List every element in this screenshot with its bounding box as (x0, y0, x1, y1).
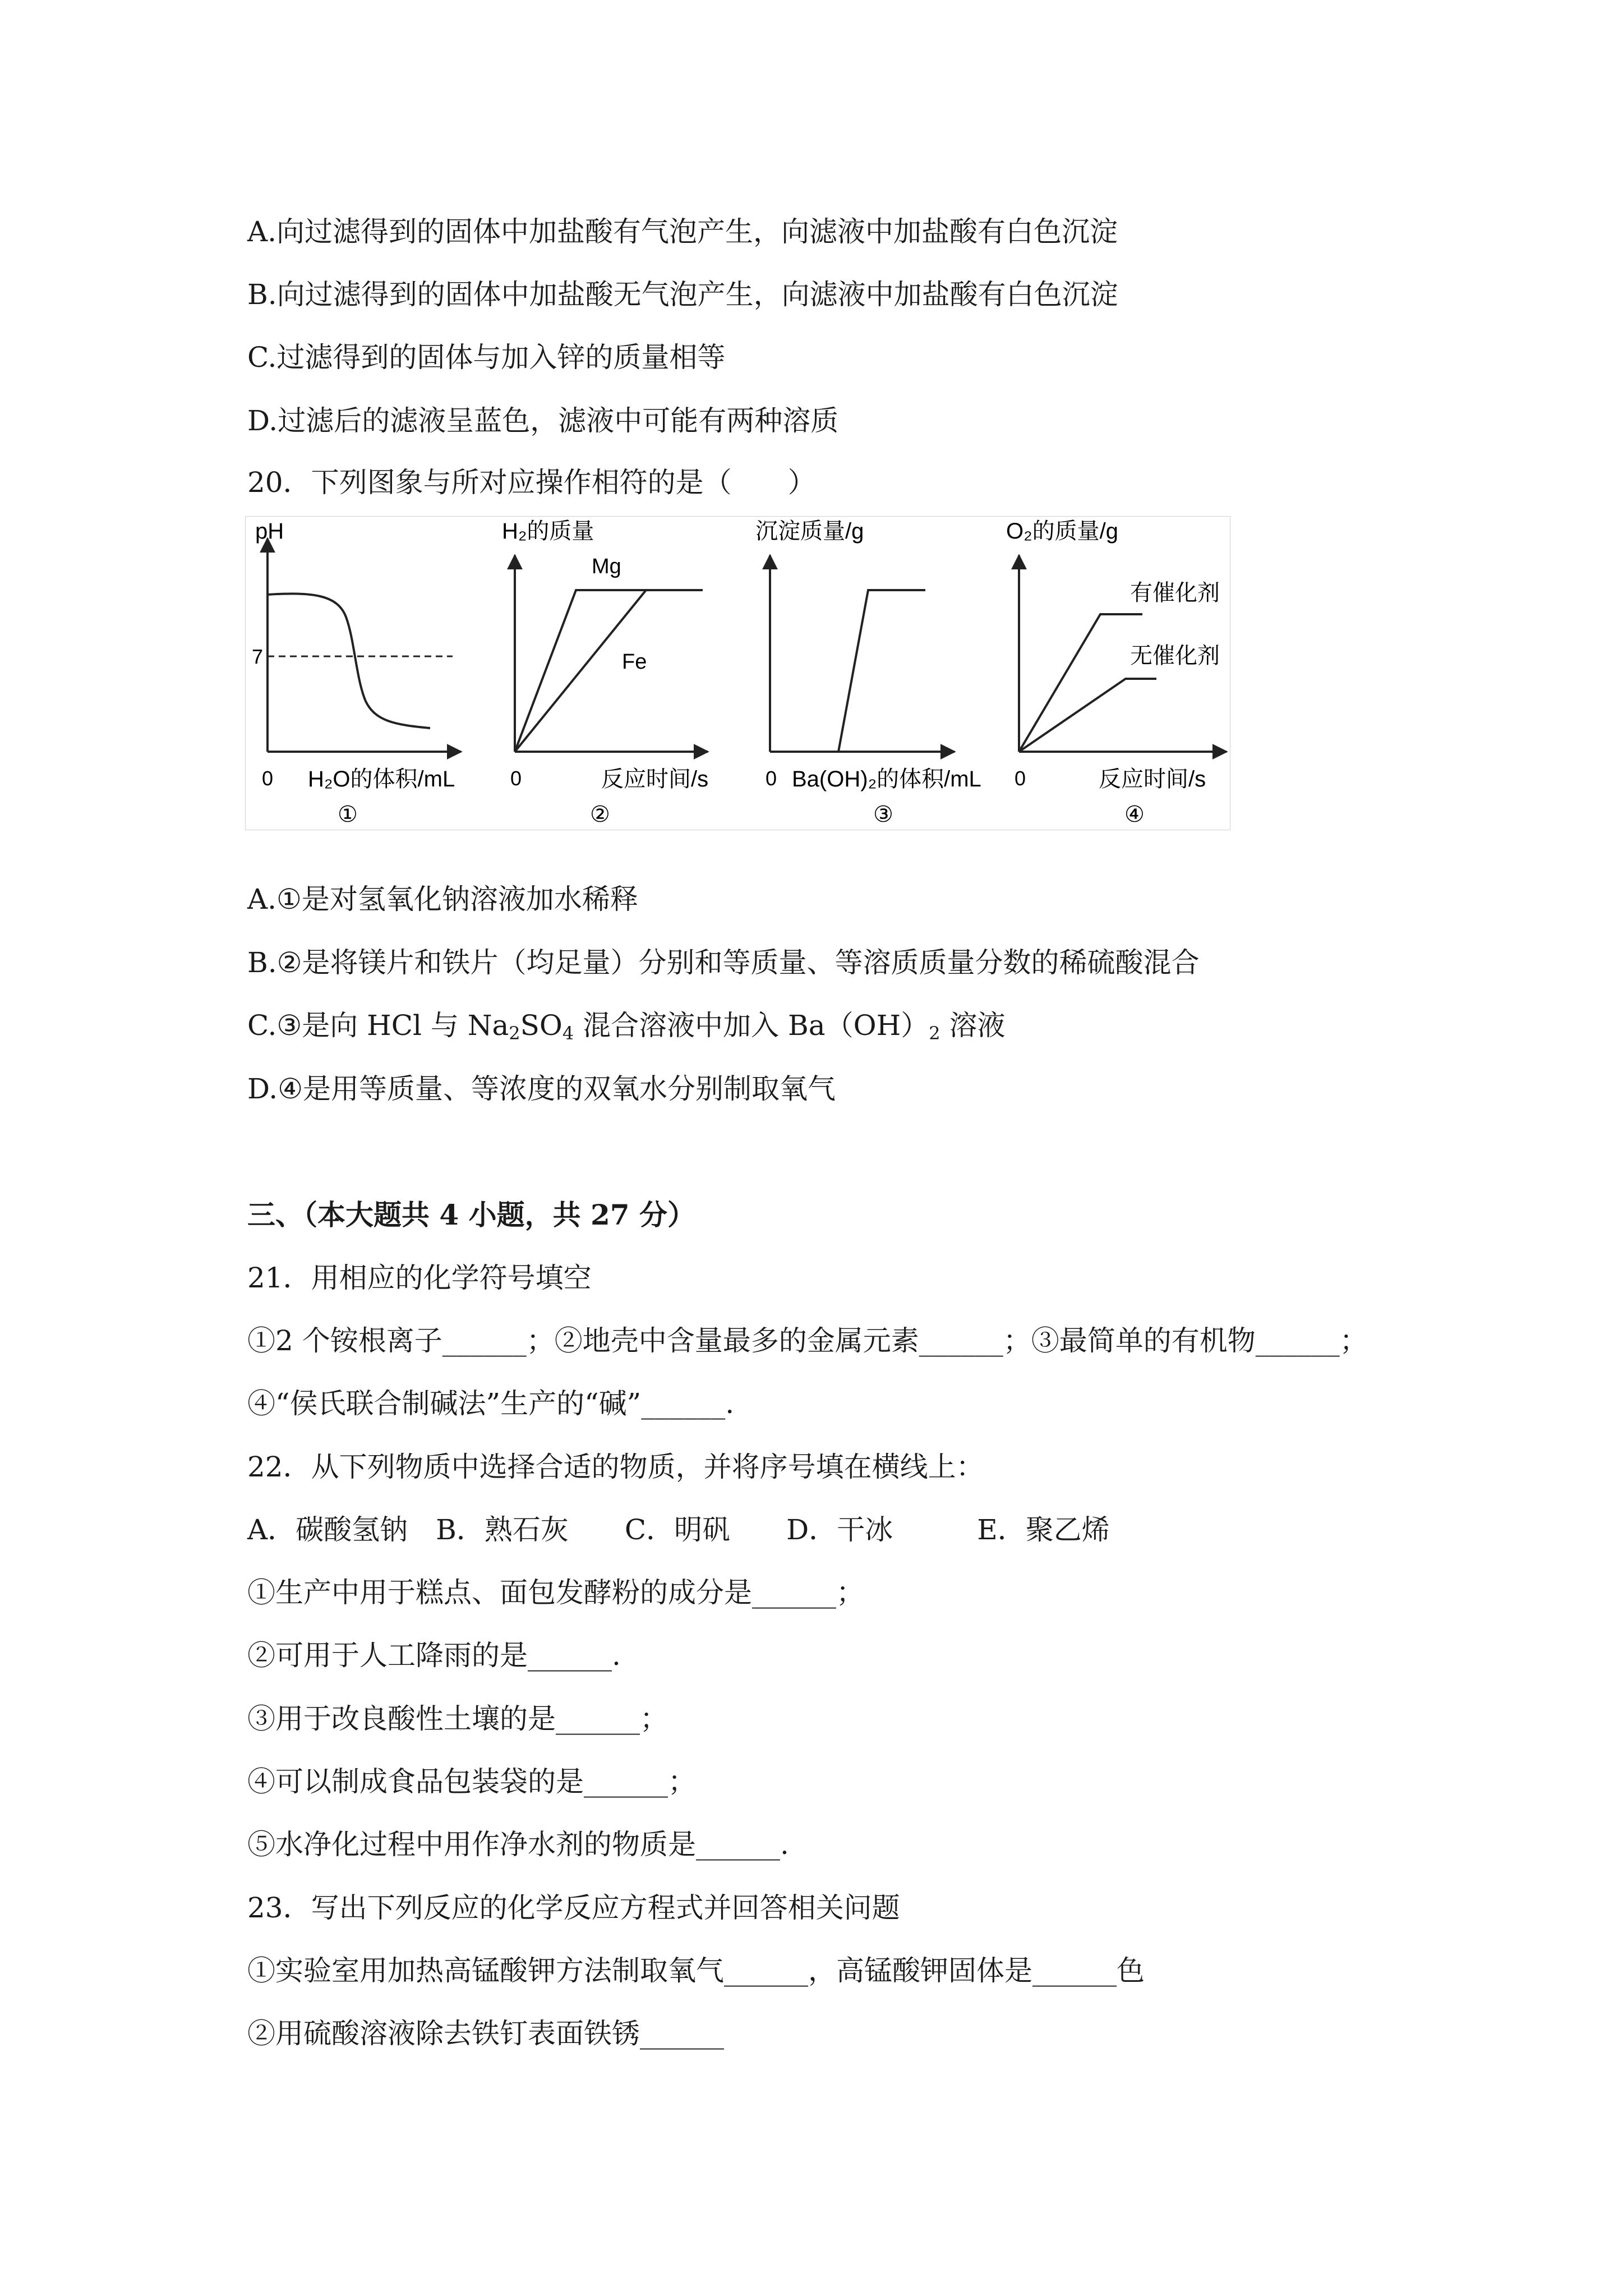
graph-4-catalyst-label: 有催化剂 (1130, 581, 1220, 605)
q20-figure (245, 516, 1230, 830)
option-text: 向过滤得到的固体中加盐酸有气泡产生，向滤液中加盐酸有白色沉淀 (276, 215, 1118, 248)
q20-option-b (247, 946, 1199, 979)
q21-line-1: ①2 个铵根离子______；②地壳中含量最多的金属元素______；③最简单的有机物______； (247, 1324, 1368, 1357)
graph-3-origin: 0 (766, 767, 777, 790)
graph-4-origin: 0 (1015, 767, 1026, 790)
q22-item-4: ④可以制成食品包装袋的是______； (247, 1765, 696, 1798)
graph-4-y-label: O₂的质量/g (1006, 519, 1118, 544)
graph-3-x-label: Ba(OH)₂的体积/mL (792, 767, 981, 792)
q23-stem: 23．写出下列反应的化学反应方程式并回答相关问题 (247, 1892, 900, 1924)
option-label: D. (247, 1073, 278, 1105)
q20-option-d (247, 1072, 836, 1106)
graph-3-y-label: 沉淀质量/g (755, 519, 864, 544)
graph-4-no-catalyst-label: 无催化剂 (1130, 643, 1220, 668)
option-text: ①是对氢氧化钠溶液加水稀释 (276, 883, 638, 915)
section-3-heading: 三、（本大题共 4 小题，共 27 分） (247, 1198, 695, 1231)
option-label: C. (247, 1009, 277, 1042)
option-label: A. (247, 883, 277, 915)
graph-1-ref-value: 7 (252, 645, 264, 668)
q22-item-5: ⑤水净化过程中用作净水剂的物质是______. (247, 1828, 789, 1861)
graph-2-x-label: 反应时间/s (601, 767, 709, 792)
q23-item-2: ②用硫酸溶液除去铁钉表面铁锈______ (247, 2017, 724, 2050)
q19-option-d (247, 404, 838, 438)
option-text: 过滤后的滤液呈蓝色，滤液中可能有两种溶质 (278, 404, 839, 437)
option-text: 溶液 (940, 1009, 1006, 1042)
graph-2-mg-label: Mg (592, 555, 621, 578)
option-text: ④是用等质量、等浓度的双氧水分别制取氧气 (278, 1073, 836, 1105)
q22-item-1: ①生产中用于糕点、面包发酵粉的成分是______； (247, 1576, 864, 1609)
q23-item-1: ①实验室用加热高锰酸钾方法制取氧气______，高锰酸钾固体是______色 (247, 1954, 1145, 1987)
q21-stem: 21．用相应的化学符号填空 (247, 1262, 592, 1294)
q19-option-b (247, 278, 1118, 311)
option-label: B. (247, 278, 277, 311)
q22-stem: 22．从下列物质中选择合适的物质，并将序号填在横线上： (247, 1451, 984, 1483)
option-text: 混合溶液中加入 Ba（OH） (574, 1009, 929, 1042)
graph-2-y-label: H₂的质量 (502, 519, 594, 544)
option-text: ②是将镁片和铁片（均足量）分别和等质量、等溶质质量分数的稀硫酸混合 (276, 946, 1200, 979)
q21-line-2: ④“侯氏联合制碱法”生产的“碱”______. (247, 1387, 735, 1420)
graph-2-number: ② (590, 802, 610, 827)
q22-choices: A．碳酸氢钠 B．熟石灰 C．明矾 D．干冰 E．聚乙烯 (247, 1513, 1110, 1546)
graph-2-origin: 0 (510, 767, 522, 790)
q19-option-a (247, 215, 1118, 249)
q19-option-c (247, 341, 725, 374)
option-text: SO (520, 1009, 562, 1042)
subscript: 2 (509, 1023, 520, 1044)
option-text: ③是向 HCl 与 Na (276, 1009, 509, 1042)
graph-4-x-label: 反应时间/s (1099, 767, 1206, 792)
option-label: C. (247, 341, 277, 374)
graph-1-number: ① (338, 802, 358, 827)
graph-1-x-label: H₂O的体积/mL (308, 767, 455, 792)
q20-stem: 20．下列图象与所对应操作相符的是（ ） (247, 466, 816, 499)
subscript: 2 (929, 1023, 940, 1044)
option-label: B. (247, 946, 277, 979)
q20-option-c (247, 1009, 1005, 1042)
subscript: 4 (562, 1023, 574, 1044)
option-text: 向过滤得到的固体中加盐酸无气泡产生，向滤液中加盐酸有白色沉淀 (276, 278, 1118, 311)
q22-item-2: ②可用于人工降雨的是______. (247, 1639, 621, 1672)
q22-item-3: ③用于改良酸性土壤的是______； (247, 1703, 668, 1735)
graph-1-y-label: pH (255, 519, 284, 544)
graph-1-origin: 0 (262, 767, 274, 790)
graph-2-fe-label: Fe (622, 650, 647, 674)
graph-4-number: ④ (1124, 802, 1145, 827)
option-label: A. (247, 215, 277, 248)
option-text: 过滤得到的固体与加入锌的质量相等 (276, 341, 726, 374)
graph-3-number: ③ (873, 802, 893, 827)
option-label: D. (247, 404, 278, 437)
q20-option-a (247, 882, 638, 916)
